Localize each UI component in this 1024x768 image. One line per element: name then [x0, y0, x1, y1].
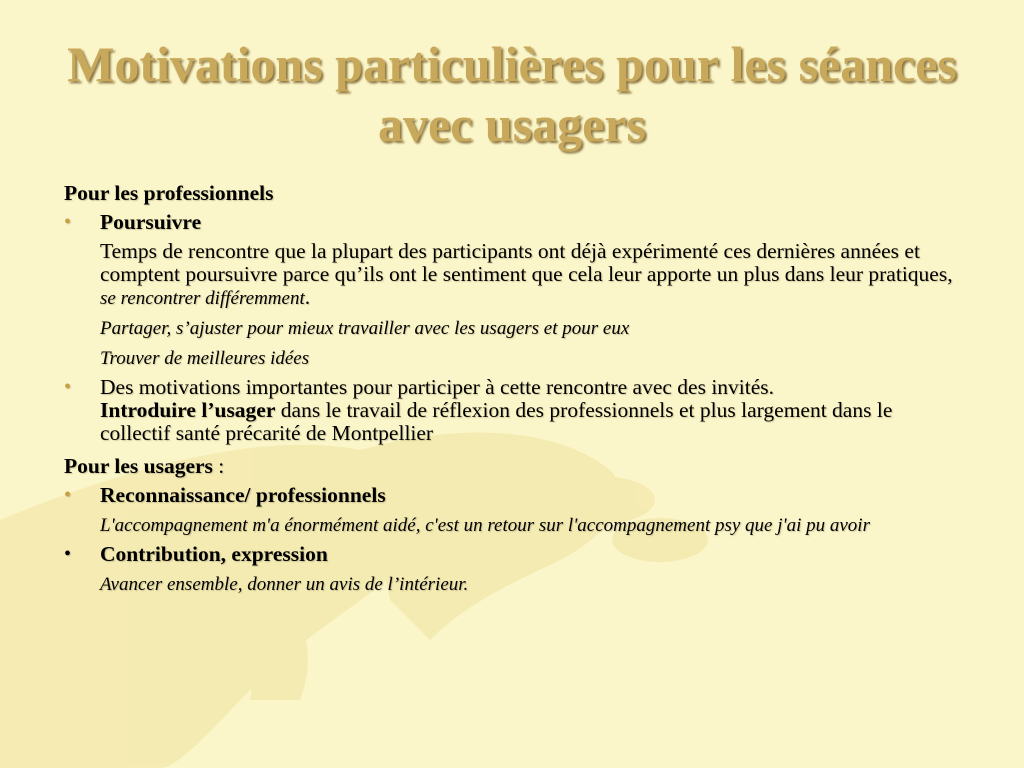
item-quote	[64, 513, 964, 537]
description-end: .	[304, 285, 311, 309]
item-sub-line	[64, 346, 964, 370]
section-heading-users	[64, 455, 964, 478]
item-label: Poursuivre	[100, 210, 202, 234]
slide-content	[64, 182, 964, 602]
item-label: Contribution, expression	[100, 542, 328, 566]
description-text: Temps de rencontre que la plupart des participants ont déjà expérimenté ces dernières années et comptent poursuivre parce qu’ils ont le sentiment que cela leur apporte un plus dans leur pratiques,	[100, 239, 953, 286]
list-item-poursuivre	[64, 211, 964, 234]
list-item-motivations	[64, 376, 964, 445]
item-sub-line	[64, 572, 964, 596]
page-title: Motivations particulières pour les séances avec usagers	[67, 36, 957, 152]
item-label: Reconnaissance/ professionnels	[100, 483, 386, 507]
bullet-icon: •	[64, 543, 72, 565]
sub-line-text: Partager, s’ajuster pour mieux travailler avec les usagers et pour eux	[100, 318, 630, 339]
list-item-contribution	[64, 543, 964, 566]
description-emphasis: se rencontrer différemment	[100, 288, 305, 309]
quote-text: L'accompagnement m'a énormément aidé, c'est un retour sur l'accompagnement psy que j'ai pu avoir	[100, 515, 870, 536]
section-heading-text: Pour les usagers	[64, 454, 213, 478]
sub-line-text: Avancer ensemble, donner un avis de l’intérieur.	[100, 574, 469, 595]
item-description	[64, 240, 964, 310]
item-text: Des motivations importantes pour participer à cette rencontre avec des invités.	[100, 375, 775, 399]
bullet-icon: •	[64, 484, 72, 506]
sub-line-text: Trouver de meilleures idées	[100, 348, 310, 369]
section-heading-suffix: :	[212, 454, 225, 478]
list-item-reconnaissance	[64, 484, 964, 507]
item-sub-line	[64, 316, 964, 340]
section-heading-professionals: Pour les professionnels	[64, 181, 274, 205]
item-emphasis: Introduire l’usager	[100, 398, 276, 422]
bullet-icon: •	[64, 211, 72, 233]
item-text-continued: dans le travail de réflexion des professionnels et plus largement dans le collectif santé précarité de Montpellier	[100, 398, 893, 445]
bullet-icon: •	[64, 376, 72, 398]
